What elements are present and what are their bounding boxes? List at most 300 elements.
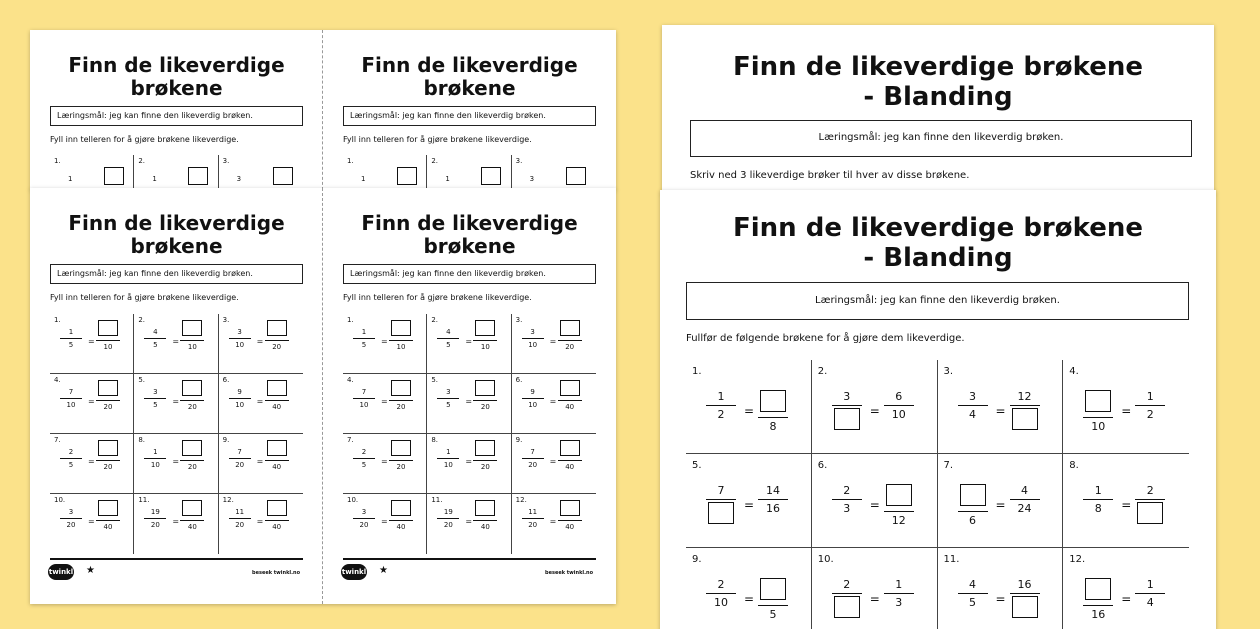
fraction bbox=[180, 320, 204, 351]
denominator: 20 bbox=[480, 403, 490, 411]
worksheet-front-left bbox=[30, 188, 616, 604]
fraction bbox=[229, 328, 251, 349]
equals-sign: = bbox=[1121, 498, 1132, 512]
answer-box[interactable] bbox=[481, 167, 501, 185]
fraction-bar bbox=[60, 338, 82, 339]
fraction-bar bbox=[473, 520, 497, 521]
fraction bbox=[473, 500, 497, 531]
numerator bbox=[180, 500, 204, 518]
denominator: 40 bbox=[272, 523, 282, 531]
equals-sign: = bbox=[256, 337, 264, 346]
problem-number: 1. bbox=[347, 157, 354, 165]
fraction-bar bbox=[353, 458, 375, 459]
problem-number: 7. bbox=[347, 436, 354, 444]
problem-number: 1. bbox=[54, 157, 61, 165]
denominator: 3 bbox=[843, 502, 851, 515]
numerator-answer-box[interactable] bbox=[391, 320, 411, 336]
denominator: 40 bbox=[480, 523, 490, 531]
fraction bbox=[389, 500, 413, 531]
fraction-bar bbox=[558, 460, 582, 461]
denominator: 5 bbox=[446, 341, 451, 349]
denominator: 10 bbox=[480, 343, 490, 351]
denominator: 20 bbox=[480, 463, 490, 471]
denominator-answer-box[interactable] bbox=[834, 596, 860, 618]
problem-grid bbox=[50, 314, 303, 554]
denominator: 20 bbox=[443, 521, 453, 529]
denominator-answer-box[interactable] bbox=[1137, 502, 1163, 524]
fraction-bar bbox=[758, 499, 788, 500]
denominator: 20 bbox=[396, 403, 406, 411]
fraction bbox=[758, 578, 788, 621]
numerator-answer-box[interactable] bbox=[391, 380, 411, 396]
problem-cell bbox=[512, 155, 596, 190]
footer-divider bbox=[343, 558, 596, 560]
numerator: 9 bbox=[530, 388, 535, 396]
problem-number: 2. bbox=[138, 157, 146, 165]
fraction-bar bbox=[437, 338, 459, 339]
problem-cell bbox=[50, 434, 134, 494]
denominator: 40 bbox=[272, 403, 282, 411]
denominator bbox=[1135, 502, 1165, 527]
fraction-bar bbox=[522, 518, 544, 519]
problem-number: 2. bbox=[138, 316, 146, 324]
problem-cell bbox=[686, 548, 812, 629]
problem-cell bbox=[812, 454, 938, 548]
numerator: 3 bbox=[361, 508, 367, 516]
numerator bbox=[265, 500, 289, 518]
equals-sign: = bbox=[995, 498, 1006, 512]
fraction-bar bbox=[473, 400, 497, 401]
numerator-answer-box[interactable] bbox=[98, 500, 118, 516]
fraction bbox=[180, 500, 204, 531]
answer-box[interactable] bbox=[397, 167, 417, 185]
equals-sign: = bbox=[465, 517, 473, 526]
numerator bbox=[96, 320, 120, 338]
denominator bbox=[706, 502, 736, 527]
numerator-answer-box[interactable] bbox=[760, 390, 786, 412]
denominator: 16 bbox=[1091, 608, 1106, 621]
numerator: 1 bbox=[152, 175, 157, 183]
numerator bbox=[265, 440, 289, 458]
equals-sign: = bbox=[88, 337, 95, 346]
problem-number: 10. bbox=[347, 496, 359, 504]
numerator bbox=[96, 500, 120, 518]
denominator: 20 bbox=[187, 403, 197, 411]
problem-number: 3. bbox=[222, 157, 230, 165]
numerator-answer-box[interactable] bbox=[560, 320, 580, 336]
fraction bbox=[558, 380, 582, 411]
problem-number: 8. bbox=[1069, 460, 1079, 471]
fraction bbox=[144, 508, 166, 529]
problem-cell bbox=[427, 434, 511, 494]
fraction bbox=[522, 508, 544, 529]
front-page-b bbox=[323, 188, 616, 604]
problem-cell bbox=[686, 454, 812, 548]
fraction-bar bbox=[706, 405, 736, 406]
numerator-answer-box[interactable] bbox=[560, 380, 580, 396]
twinkl-logo: twinkl bbox=[341, 564, 367, 580]
denominator: 8 bbox=[769, 420, 777, 433]
problem-cell bbox=[343, 494, 427, 554]
answer-box[interactable] bbox=[188, 167, 208, 185]
problem-number: 11. bbox=[138, 496, 150, 504]
denominator: 5 bbox=[769, 608, 777, 621]
page-title: Finn de likeverdige brøkene bbox=[68, 211, 285, 258]
denominator: 12 bbox=[891, 514, 906, 527]
fraction bbox=[96, 500, 120, 531]
numerator-answer-box[interactable] bbox=[98, 320, 118, 336]
numerator: 3 bbox=[969, 390, 976, 403]
fraction bbox=[229, 388, 251, 409]
fraction-bar bbox=[832, 593, 862, 594]
denominator: 5 bbox=[153, 341, 158, 349]
numerator-answer-box[interactable] bbox=[760, 578, 786, 600]
numerator-answer-box[interactable] bbox=[475, 500, 495, 516]
problem-number: 6. bbox=[222, 376, 230, 384]
numerator: 6 bbox=[895, 390, 903, 403]
fraction-bar bbox=[96, 520, 120, 521]
problem-cell bbox=[938, 548, 1064, 629]
numerator-answer-box[interactable] bbox=[267, 440, 287, 456]
problem-number: 11. bbox=[943, 554, 960, 565]
problem-number: 4. bbox=[347, 376, 354, 384]
fraction-bar bbox=[60, 458, 82, 459]
denominator: 2 bbox=[1146, 408, 1154, 421]
numerator bbox=[558, 320, 582, 338]
denominator-answer-box[interactable] bbox=[708, 502, 734, 524]
fraction bbox=[558, 440, 582, 471]
equals-sign: = bbox=[549, 397, 557, 406]
fraction-bar bbox=[473, 340, 497, 341]
fraction-bar bbox=[558, 400, 582, 401]
denominator: 5 bbox=[361, 341, 367, 349]
denominator: 10 bbox=[714, 596, 728, 609]
back-row bbox=[50, 155, 303, 190]
fraction-bar bbox=[96, 460, 120, 461]
equals-sign: = bbox=[549, 337, 557, 346]
denominator: 5 bbox=[361, 461, 367, 469]
worksheet-front-right bbox=[660, 190, 1216, 629]
equals-sign: = bbox=[172, 457, 180, 466]
fraction-bar bbox=[884, 405, 914, 406]
learning-goal: Læringsmål: jeg kan finne den likeverdig brøken. bbox=[690, 120, 1192, 157]
instruction: Fyll inn telleren for å gjøre brøkene likeverdige. bbox=[50, 135, 239, 144]
front-page-a bbox=[30, 188, 323, 604]
denominator-answer-box[interactable] bbox=[834, 408, 860, 430]
numerator: 16 bbox=[1017, 578, 1032, 591]
numerator-answer-box[interactable] bbox=[475, 320, 495, 336]
denominator: 16 bbox=[766, 502, 780, 515]
numerator: 1 bbox=[153, 448, 158, 456]
numerator-answer-box[interactable] bbox=[475, 380, 495, 396]
numerator: 3 bbox=[237, 328, 242, 336]
numerator: 2 bbox=[843, 578, 851, 591]
fraction-bar bbox=[229, 518, 251, 519]
denominator: 5 bbox=[446, 401, 451, 409]
problem-cell bbox=[134, 314, 218, 374]
numerator bbox=[958, 484, 988, 509]
twinkl-logo: twinkl bbox=[48, 564, 74, 580]
numerator: 1 bbox=[446, 448, 451, 456]
fraction bbox=[96, 440, 120, 471]
numerator-answer-box[interactable] bbox=[182, 320, 202, 336]
problem-number: 1. bbox=[692, 366, 702, 377]
equals-sign: = bbox=[381, 397, 388, 406]
denominator bbox=[1010, 596, 1040, 621]
numerator-answer-box[interactable] bbox=[1085, 390, 1111, 412]
learning-goal: Læringsmål: jeg kan finne den likeverdig brøken. bbox=[50, 106, 303, 126]
problem-cell bbox=[219, 374, 303, 434]
site-url: beseek twinkl.no bbox=[252, 570, 301, 576]
fraction bbox=[389, 320, 413, 351]
fraction bbox=[884, 484, 914, 527]
fraction-bar bbox=[522, 458, 544, 459]
numerator-answer-box[interactable] bbox=[475, 440, 495, 456]
denominator: 20 bbox=[396, 463, 406, 471]
numerator bbox=[180, 380, 204, 398]
fraction bbox=[437, 328, 459, 349]
numerator-answer-box[interactable] bbox=[98, 440, 118, 456]
fraction bbox=[353, 448, 375, 469]
fraction bbox=[60, 388, 82, 409]
numerator-answer-box[interactable] bbox=[391, 440, 411, 456]
fraction bbox=[832, 578, 862, 621]
problem-number: 2. bbox=[431, 157, 439, 165]
problem-number: 5. bbox=[431, 376, 439, 384]
instruction: Fyll inn telleren for å gjøre brøkene likeverdige. bbox=[343, 135, 532, 144]
page-title: Finn de likeverdige brøkene - Blanding bbox=[733, 52, 1143, 112]
problem-cell bbox=[938, 454, 1064, 548]
problem-number: 12. bbox=[222, 496, 234, 504]
numerator: 7 bbox=[68, 388, 74, 396]
numerator: 1 bbox=[445, 175, 450, 183]
numerator bbox=[180, 440, 204, 458]
problem-cell bbox=[343, 434, 427, 494]
fraction-bar bbox=[1135, 593, 1165, 594]
fraction bbox=[1083, 578, 1113, 621]
numerator: 14 bbox=[766, 484, 780, 497]
problem-cell bbox=[427, 494, 511, 554]
numerator-answer-box[interactable] bbox=[560, 500, 580, 516]
numerator-answer-box[interactable] bbox=[391, 500, 411, 516]
denominator: 5 bbox=[68, 461, 74, 469]
learning-goal: Læringsmål: jeg kan finne den likeverdig brøken. bbox=[343, 264, 596, 284]
back-row bbox=[343, 155, 596, 190]
problem-number: 10. bbox=[54, 496, 66, 504]
numerator: 4 bbox=[153, 328, 158, 336]
fraction-bar bbox=[353, 338, 375, 339]
denominator: 20 bbox=[359, 521, 369, 529]
numerator-answer-box[interactable] bbox=[886, 484, 912, 506]
problem-cell bbox=[134, 155, 218, 190]
problem-number: 6. bbox=[515, 376, 523, 384]
denominator: 20 bbox=[528, 461, 538, 469]
equals-sign: = bbox=[465, 397, 473, 406]
numerator: 11 bbox=[528, 508, 538, 516]
denominator: 40 bbox=[103, 523, 113, 531]
denominator: 10 bbox=[528, 401, 538, 409]
denominator: 20 bbox=[235, 461, 245, 469]
numerator: 1 bbox=[68, 175, 73, 183]
numerator bbox=[180, 320, 204, 338]
fraction bbox=[353, 508, 375, 529]
problem-grid bbox=[686, 360, 1189, 629]
numerator-answer-box[interactable] bbox=[182, 500, 202, 516]
equals-sign: = bbox=[88, 457, 95, 466]
numerator: 9 bbox=[237, 388, 242, 396]
denominator: 40 bbox=[187, 523, 197, 531]
fraction-bar bbox=[265, 460, 289, 461]
fraction-bar bbox=[60, 398, 82, 399]
numerator-answer-box[interactable] bbox=[267, 320, 287, 336]
fraction-bar bbox=[558, 520, 582, 521]
problem-number: 9. bbox=[692, 554, 702, 565]
numerator: 11 bbox=[235, 508, 245, 516]
learning-goal: Læringsmål: jeg kan finne den likeverdig brøken. bbox=[50, 264, 303, 284]
equals-sign: = bbox=[549, 457, 557, 466]
problem-cell bbox=[1063, 454, 1189, 548]
numerator: 3 bbox=[843, 390, 851, 403]
numerator: 1 bbox=[1146, 390, 1154, 403]
answer-box[interactable] bbox=[566, 167, 586, 185]
fraction bbox=[353, 328, 375, 349]
problem-cell bbox=[512, 494, 596, 554]
numerator bbox=[473, 320, 497, 338]
numerator bbox=[1083, 578, 1113, 603]
numerator-answer-box[interactable] bbox=[98, 380, 118, 396]
fraction bbox=[265, 380, 289, 411]
denominator bbox=[832, 408, 862, 433]
problem-number: 7. bbox=[943, 460, 954, 471]
denominator: 10 bbox=[66, 401, 76, 409]
fraction bbox=[522, 388, 544, 409]
numerator bbox=[758, 390, 788, 415]
fraction bbox=[832, 390, 862, 433]
numerator-answer-box[interactable] bbox=[182, 440, 202, 456]
fraction bbox=[958, 578, 988, 609]
denominator: 8 bbox=[1094, 502, 1102, 515]
fraction-bar bbox=[1010, 499, 1040, 500]
denominator: 20 bbox=[103, 403, 113, 411]
numerator-answer-box[interactable] bbox=[267, 380, 287, 396]
equals-sign: = bbox=[256, 397, 264, 406]
denominator: 5 bbox=[68, 341, 74, 349]
numerator: 4 bbox=[969, 578, 976, 591]
numerator: 1 bbox=[1094, 484, 1102, 497]
fraction bbox=[758, 484, 788, 515]
problem-cell bbox=[50, 314, 134, 374]
problem-number: 6. bbox=[817, 460, 828, 471]
fraction-bar bbox=[96, 400, 120, 401]
fraction bbox=[558, 500, 582, 531]
fraction-bar bbox=[389, 460, 413, 461]
equals-sign: = bbox=[1121, 592, 1132, 606]
denominator: 20 bbox=[272, 343, 282, 351]
numerator-answer-box[interactable] bbox=[1085, 578, 1111, 600]
numerator: 3 bbox=[68, 508, 74, 516]
back-page-b bbox=[323, 30, 616, 190]
denominator: 4 bbox=[1146, 596, 1154, 609]
numerator: 2 bbox=[843, 484, 851, 497]
problem-cell bbox=[686, 360, 812, 454]
problem-cell bbox=[512, 434, 596, 494]
problem-number: 5. bbox=[692, 460, 702, 471]
numerator-answer-box[interactable] bbox=[182, 380, 202, 396]
answer-box[interactable] bbox=[104, 167, 124, 185]
denominator: 20 bbox=[528, 521, 538, 529]
fraction-bar bbox=[958, 405, 988, 406]
numerator: 3 bbox=[153, 388, 158, 396]
instruction: Fullfør de følgende brøkene for å gjøre dem likeverdige. bbox=[686, 333, 965, 344]
equals-sign: = bbox=[869, 404, 880, 418]
learning-goal: Læringsmål: jeg kan finne den likeverdig brøken. bbox=[686, 282, 1189, 320]
numerator bbox=[558, 380, 582, 398]
fraction-bar bbox=[389, 340, 413, 341]
numerator-answer-box[interactable] bbox=[960, 484, 986, 506]
star-icon: ★ bbox=[86, 565, 95, 576]
numerator-answer-box[interactable] bbox=[267, 500, 287, 516]
fraction bbox=[832, 484, 862, 515]
fraction bbox=[706, 390, 736, 421]
worksheet-back-right bbox=[662, 25, 1214, 195]
equals-sign: = bbox=[172, 397, 180, 406]
fraction-bar bbox=[706, 499, 736, 500]
problem-number: 5. bbox=[138, 376, 146, 384]
fraction bbox=[229, 448, 251, 469]
denominator: 20 bbox=[150, 521, 160, 529]
fraction bbox=[265, 500, 289, 531]
fraction bbox=[1083, 390, 1113, 433]
numerator bbox=[96, 440, 120, 458]
denominator-answer-box[interactable] bbox=[1012, 408, 1038, 430]
numerator: 3 bbox=[530, 328, 535, 336]
denominator: 10 bbox=[1091, 420, 1106, 433]
fraction-bar bbox=[265, 400, 289, 401]
fraction-bar bbox=[180, 340, 204, 341]
problem-cell bbox=[812, 360, 938, 454]
denominator: 24 bbox=[1017, 502, 1032, 515]
numerator: 2 bbox=[361, 448, 367, 456]
fraction bbox=[958, 484, 988, 527]
denominator: 40 bbox=[396, 523, 406, 531]
numerator bbox=[473, 440, 497, 458]
instruction: Skriv ned 3 likeverdige brøker til hver av disse brøkene. bbox=[690, 170, 970, 181]
equals-sign: = bbox=[869, 592, 880, 606]
answer-box[interactable] bbox=[273, 167, 293, 185]
denominator-answer-box[interactable] bbox=[1012, 596, 1038, 618]
denominator: 3 bbox=[895, 596, 903, 609]
fraction bbox=[958, 390, 988, 421]
numerator-answer-box[interactable] bbox=[560, 440, 580, 456]
denominator: 6 bbox=[969, 514, 976, 527]
page-title: Finn de likeverdige brøkene - Blanding bbox=[733, 213, 1143, 273]
problem-cell bbox=[1063, 360, 1189, 454]
problem-cell bbox=[812, 548, 938, 629]
worksheet-back-left bbox=[30, 30, 616, 190]
fraction-bar bbox=[229, 398, 251, 399]
numerator: 3 bbox=[236, 175, 242, 183]
problem-number: 3. bbox=[222, 316, 230, 324]
fraction-bar bbox=[758, 417, 788, 418]
denominator: 10 bbox=[359, 401, 369, 409]
numerator bbox=[473, 380, 497, 398]
fraction bbox=[437, 448, 459, 469]
fraction-bar bbox=[1135, 405, 1165, 406]
numerator bbox=[389, 500, 413, 518]
denominator: 10 bbox=[528, 341, 538, 349]
problem-cell bbox=[343, 314, 427, 374]
fraction-bar bbox=[353, 398, 375, 399]
